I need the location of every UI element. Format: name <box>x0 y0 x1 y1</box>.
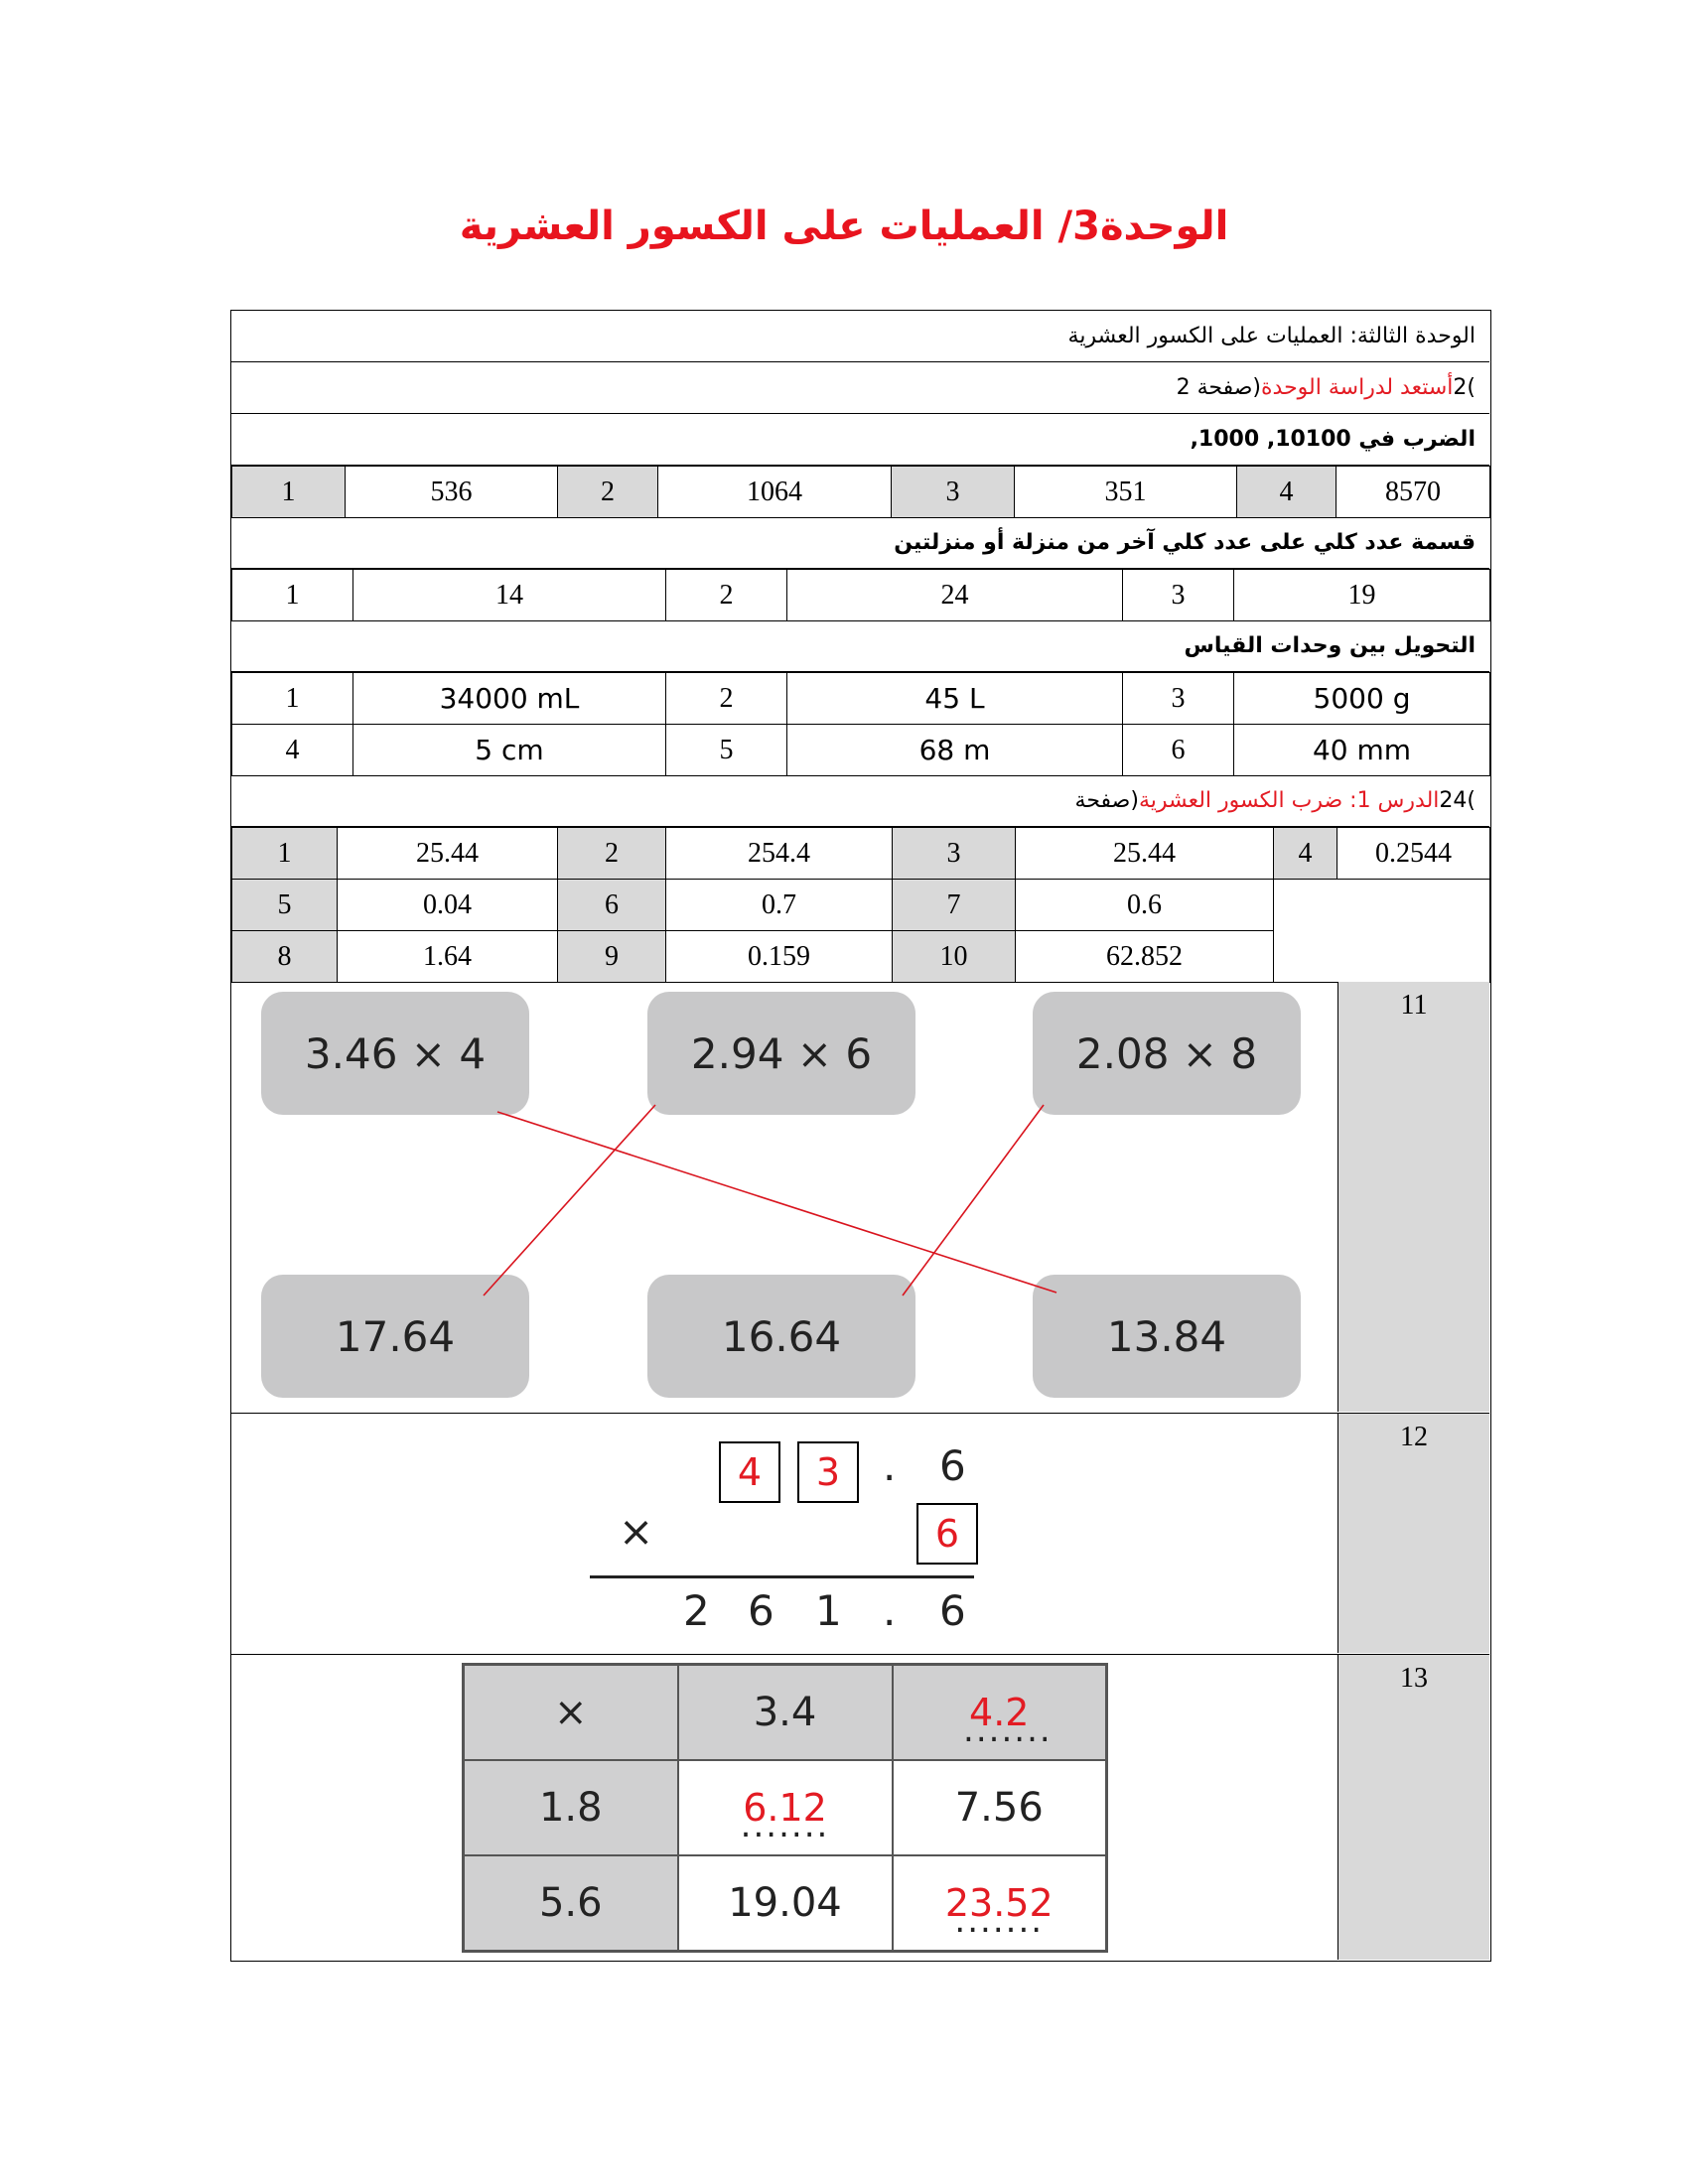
convert-section-row <box>231 620 1489 672</box>
answer-number: 6 <box>1123 725 1234 776</box>
answer-value: 25.44 <box>338 828 558 880</box>
column-header-answer[interactable] <box>893 1665 1107 1761</box>
match-line <box>484 1105 655 1296</box>
answer-number: 6 <box>558 880 666 931</box>
answer-number: 2 <box>666 673 787 725</box>
answer-number: 1 <box>232 570 353 621</box>
answer-number: 1 <box>232 828 338 880</box>
result-digit: 6 <box>939 1586 966 1635</box>
answer-number: 5 <box>666 725 787 776</box>
lesson-paren: )24 <box>1439 788 1476 813</box>
answer-value: 1064 <box>658 467 892 518</box>
question-number: 12 <box>1337 1414 1489 1653</box>
answer-value: 62.852 <box>1016 931 1274 983</box>
multiply-section-row <box>231 414 1489 466</box>
question-11-row <box>231 982 1489 1414</box>
multiplication-table <box>462 1663 1108 1953</box>
answer-value: 24 <box>787 570 1123 621</box>
answer-number: 3 <box>893 828 1016 880</box>
answer-value: 45 L <box>787 673 1123 725</box>
product-card[interactable]: 13.84 <box>1033 1275 1301 1398</box>
divide-answers-table <box>231 569 1490 621</box>
prepare-page: (صفحة 2 <box>1176 375 1261 400</box>
product-card[interactable]: 17.64 <box>261 1275 529 1398</box>
answer-value: 0.7 <box>666 880 893 931</box>
result-digit: 6 <box>748 1586 774 1635</box>
answer-sheet-table <box>230 310 1491 1962</box>
product-cell: 7.56 <box>893 1760 1107 1855</box>
page-title: الوحدة3/ العمليات على الكسور العشرية <box>459 204 1229 249</box>
unit-header-row <box>231 311 1489 362</box>
digit-box[interactable]: 3 <box>797 1441 859 1503</box>
answer-value: 8570 <box>1336 467 1490 518</box>
lesson-answers-table <box>231 827 1490 983</box>
answer-number: 1 <box>232 467 346 518</box>
lesson-section-heading <box>1075 775 1476 826</box>
question-number: 11 <box>1337 982 1489 1412</box>
answer-number: 5 <box>232 880 338 931</box>
answer-number: 4 <box>1274 828 1337 880</box>
answer-value: 1.64 <box>338 931 558 983</box>
question-13-row <box>231 1655 1489 1960</box>
prepare-paren: )2 <box>1453 375 1476 400</box>
digit-box[interactable]: 6 <box>916 1503 978 1565</box>
column-header: 3.4 <box>678 1665 893 1761</box>
match-line <box>903 1105 1044 1296</box>
times-sign: × <box>619 1507 654 1556</box>
expression-card[interactable]: 2.08 × 8 <box>1033 992 1301 1115</box>
decimal-point: . <box>883 1441 897 1490</box>
match-line <box>497 1112 1056 1293</box>
answer-number: 3 <box>1123 570 1234 621</box>
answer-value: 40 mm <box>1234 725 1490 776</box>
answer-value: 5 cm <box>353 725 666 776</box>
question-number: 13 <box>1337 1655 1489 1960</box>
empty-cell <box>1274 880 1490 983</box>
answer-value: 254.4 <box>666 828 893 880</box>
answer-number: 3 <box>1123 673 1234 725</box>
answer-value: 0.159 <box>666 931 893 983</box>
answer-number: 7 <box>893 880 1016 931</box>
product-card[interactable]: 16.64 <box>647 1275 915 1398</box>
filled-answer: 4.2 ....... <box>969 1693 1029 1732</box>
expression-card[interactable]: 3.46 × 4 <box>261 992 529 1115</box>
answer-number: 2 <box>558 467 658 518</box>
unit-header: الوحدة الثالثة: العمليات على الكسور العشرية <box>1067 324 1476 348</box>
digit-box[interactable]: 4 <box>719 1441 780 1503</box>
digit: 6 <box>939 1441 966 1490</box>
filled-answer: 6.12 ....... <box>743 1788 827 1828</box>
result-line <box>590 1575 974 1578</box>
corner-times: × <box>464 1665 678 1761</box>
divide-section-heading: قسمة عدد كلي على عدد كلي آخر من منزلة أو منزلتين <box>894 530 1476 555</box>
answer-number: 4 <box>1237 467 1336 518</box>
result-digit: 1 <box>815 1586 842 1635</box>
answer-number: 1 <box>232 673 353 725</box>
product-cell-answer[interactable] <box>893 1855 1107 1952</box>
convert-answers-table <box>231 672 1490 776</box>
product-cell-answer[interactable] <box>678 1760 893 1855</box>
answer-number: 8 <box>232 931 338 983</box>
answer-value: 351 <box>1015 467 1237 518</box>
answer-value: 0.6 <box>1016 880 1274 931</box>
answer-value: 14 <box>353 570 666 621</box>
expression-card[interactable]: 2.94 × 6 <box>647 992 915 1115</box>
lesson-page: (صفحة <box>1074 788 1139 813</box>
answer-number: 9 <box>558 931 666 983</box>
multiply-section-heading: الضرب في 10100, 1000, <box>1190 427 1476 452</box>
answer-number: 4 <box>232 725 353 776</box>
answer-value: 25.44 <box>1016 828 1274 880</box>
answer-value: 68 m <box>787 725 1123 776</box>
answer-value: 0.2544 <box>1337 828 1490 880</box>
lesson-section-row <box>231 775 1489 827</box>
matching-lines <box>231 982 1337 1412</box>
answer-number: 10 <box>893 931 1016 983</box>
answer-number: 2 <box>558 828 666 880</box>
filled-answer: 23.52 ....... <box>945 1883 1054 1923</box>
answer-number: 2 <box>666 570 787 621</box>
prepare-link: أستعد لدراسة الوحدة <box>1261 375 1454 400</box>
prepare-section-heading <box>1177 362 1476 413</box>
decimal-point: . <box>883 1586 897 1635</box>
answer-value: 5000 g <box>1234 673 1490 725</box>
answer-number: 3 <box>892 467 1015 518</box>
lesson-link: الدرس 1: ضرب الكسور العشرية <box>1138 788 1440 813</box>
prepare-section-row <box>231 362 1489 414</box>
answer-value: 0.04 <box>338 880 558 931</box>
question-12-row <box>231 1414 1489 1655</box>
convert-section-heading: التحويل بين وحدات القياس <box>1184 633 1476 658</box>
result-digit: 2 <box>683 1586 710 1635</box>
product-cell: 19.04 <box>678 1855 893 1952</box>
answer-value: 536 <box>346 467 558 518</box>
row-header: 5.6 <box>464 1855 678 1952</box>
multiply-answers-table <box>231 466 1490 518</box>
answer-value: 19 <box>1234 570 1490 621</box>
row-header: 1.8 <box>464 1760 678 1855</box>
answer-value: 34000 mL <box>353 673 666 725</box>
divide-section-row <box>231 517 1489 569</box>
